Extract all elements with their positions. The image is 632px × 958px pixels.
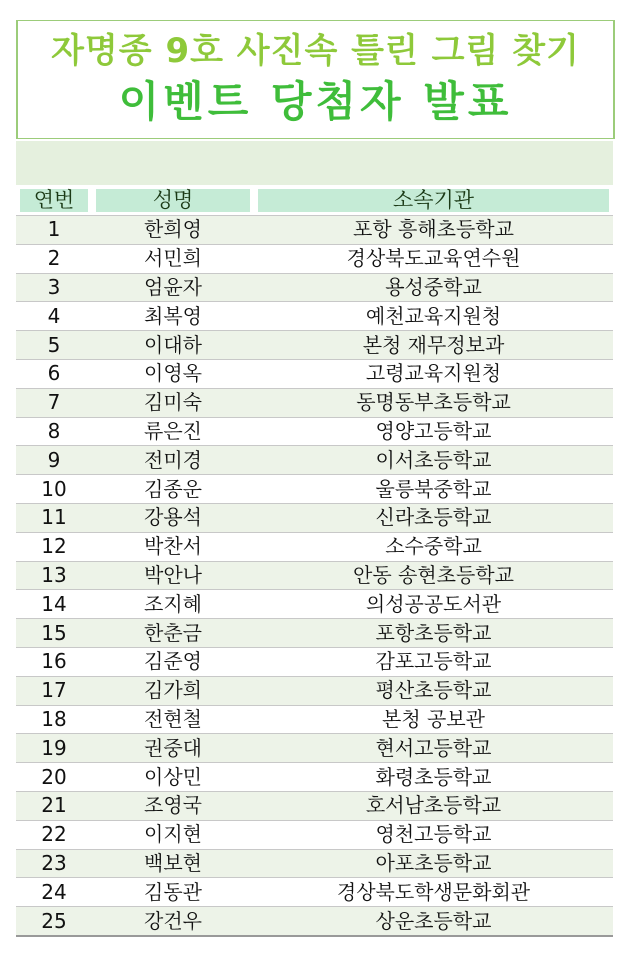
- cell-number: 17: [16, 676, 92, 705]
- table-row: [16, 647, 613, 676]
- cell-organization: 감포고등학교: [254, 647, 613, 676]
- cell-number: 8: [16, 417, 92, 446]
- table-row: [16, 475, 613, 504]
- table-row: [16, 878, 613, 907]
- winner-table: [16, 186, 613, 937]
- cell-number: 15: [16, 619, 92, 648]
- cell-name: 김준영: [92, 647, 254, 676]
- cell-name: 한희영: [92, 216, 254, 245]
- table-row: [16, 446, 613, 475]
- title-line-1: 자명종 9호 사진속 틀린 그림 찾기: [51, 31, 580, 71]
- cell-name: 류은진: [92, 417, 254, 446]
- cell-name: 박안나: [92, 561, 254, 590]
- cell-name: 김가희: [92, 676, 254, 705]
- cell-number: 6: [16, 359, 92, 388]
- cell-organization: 아포초등학교: [254, 849, 613, 878]
- cell-number: 1: [16, 216, 92, 245]
- cell-name: 김미숙: [92, 388, 254, 417]
- table-row: [16, 417, 613, 446]
- cell-organization: 신라초등학교: [254, 503, 613, 532]
- table-row: [16, 532, 613, 561]
- cell-name: 이지현: [92, 820, 254, 849]
- cell-organization: 이서초등학교: [254, 446, 613, 475]
- table-row: [16, 331, 613, 360]
- cell-organization: 용성중학교: [254, 273, 613, 302]
- table-row: [16, 849, 613, 878]
- cell-number: 19: [16, 734, 92, 763]
- cell-number: 12: [16, 532, 92, 561]
- cell-name: 이대하: [92, 331, 254, 360]
- cell-name: 백보현: [92, 849, 254, 878]
- cell-name: 이영옥: [92, 359, 254, 388]
- cell-number: 24: [16, 878, 92, 907]
- cell-name: 전미경: [92, 446, 254, 475]
- table-row: [16, 734, 613, 763]
- table-row: [16, 763, 613, 792]
- cell-number: 23: [16, 849, 92, 878]
- cell-organization: 본청 재무정보과: [254, 331, 613, 360]
- cell-number: 13: [16, 561, 92, 590]
- cell-number: 4: [16, 302, 92, 331]
- cell-organization: 영양고등학교: [254, 417, 613, 446]
- table-row: [16, 273, 613, 302]
- cell-name: 한춘금: [92, 619, 254, 648]
- cell-organization: 호서남초등학교: [254, 791, 613, 820]
- table-row: [16, 619, 613, 648]
- cell-organization: 경상북도교육연수원: [254, 244, 613, 273]
- table-row: [16, 503, 613, 532]
- cell-organization: 울릉북중학교: [254, 475, 613, 504]
- cell-number: 10: [16, 475, 92, 504]
- cell-name: 서민희: [92, 244, 254, 273]
- cell-number: 11: [16, 503, 92, 532]
- header-organization: 소속기관: [254, 186, 613, 216]
- cell-number: 16: [16, 647, 92, 676]
- table-row: [16, 590, 613, 619]
- cell-number: 9: [16, 446, 92, 475]
- cell-name: 조영국: [92, 791, 254, 820]
- cell-name: 박찬서: [92, 532, 254, 561]
- table-row: [16, 705, 613, 734]
- title-line-2: 이벤트 당첨자 발표: [118, 77, 513, 126]
- cell-name: 이상민: [92, 763, 254, 792]
- cell-organization: 예천교육지원청: [254, 302, 613, 331]
- cell-organization: 소수중학교: [254, 532, 613, 561]
- cell-number: 18: [16, 705, 92, 734]
- table-row: [16, 302, 613, 331]
- cell-organization: 경상북도학생문화회관: [254, 878, 613, 907]
- table-row: [16, 388, 613, 417]
- cell-name: 엄윤자: [92, 273, 254, 302]
- cell-number: 14: [16, 590, 92, 619]
- cell-name: 최복영: [92, 302, 254, 331]
- table-header-row: [16, 186, 613, 216]
- header-name: 성명: [92, 186, 254, 216]
- table-row: [16, 820, 613, 849]
- cell-number: 21: [16, 791, 92, 820]
- table-row: [16, 216, 613, 245]
- cell-name: 강용석: [92, 503, 254, 532]
- cell-organization: 의성공공도서관: [254, 590, 613, 619]
- cell-name: 조지혜: [92, 590, 254, 619]
- table-row: [16, 907, 613, 936]
- blank-band: [16, 141, 613, 185]
- cell-organization: 안동 송현초등학교: [254, 561, 613, 590]
- cell-number: 20: [16, 763, 92, 792]
- cell-name: 김동관: [92, 878, 254, 907]
- cell-organization: 포항초등학교: [254, 619, 613, 648]
- cell-number: 7: [16, 388, 92, 417]
- table-row: [16, 791, 613, 820]
- table-row: [16, 244, 613, 273]
- table-row: [16, 561, 613, 590]
- table-row: [16, 359, 613, 388]
- cell-organization: 현서고등학교: [254, 734, 613, 763]
- cell-number: 22: [16, 820, 92, 849]
- cell-organization: 포항 흥해초등학교: [254, 216, 613, 245]
- winner-sheet: [16, 20, 613, 938]
- title-box: [16, 20, 615, 139]
- cell-organization: 동명동부초등학교: [254, 388, 613, 417]
- cell-name: 권중대: [92, 734, 254, 763]
- cell-number: 25: [16, 907, 92, 936]
- cell-organization: 평산초등학교: [254, 676, 613, 705]
- cell-number: 5: [16, 331, 92, 360]
- cell-organization: 영천고등학교: [254, 820, 613, 849]
- cell-name: 김종운: [92, 475, 254, 504]
- cell-number: 3: [16, 273, 92, 302]
- cell-organization: 상운초등학교: [254, 907, 613, 936]
- header-number: 연번: [16, 186, 92, 216]
- cell-name: 전현철: [92, 705, 254, 734]
- cell-number: 2: [16, 244, 92, 273]
- cell-name: 강건우: [92, 907, 254, 936]
- cell-organization: 화령초등학교: [254, 763, 613, 792]
- table-row: [16, 676, 613, 705]
- cell-organization: 고령교육지원청: [254, 359, 613, 388]
- cell-organization: 본청 공보관: [254, 705, 613, 734]
